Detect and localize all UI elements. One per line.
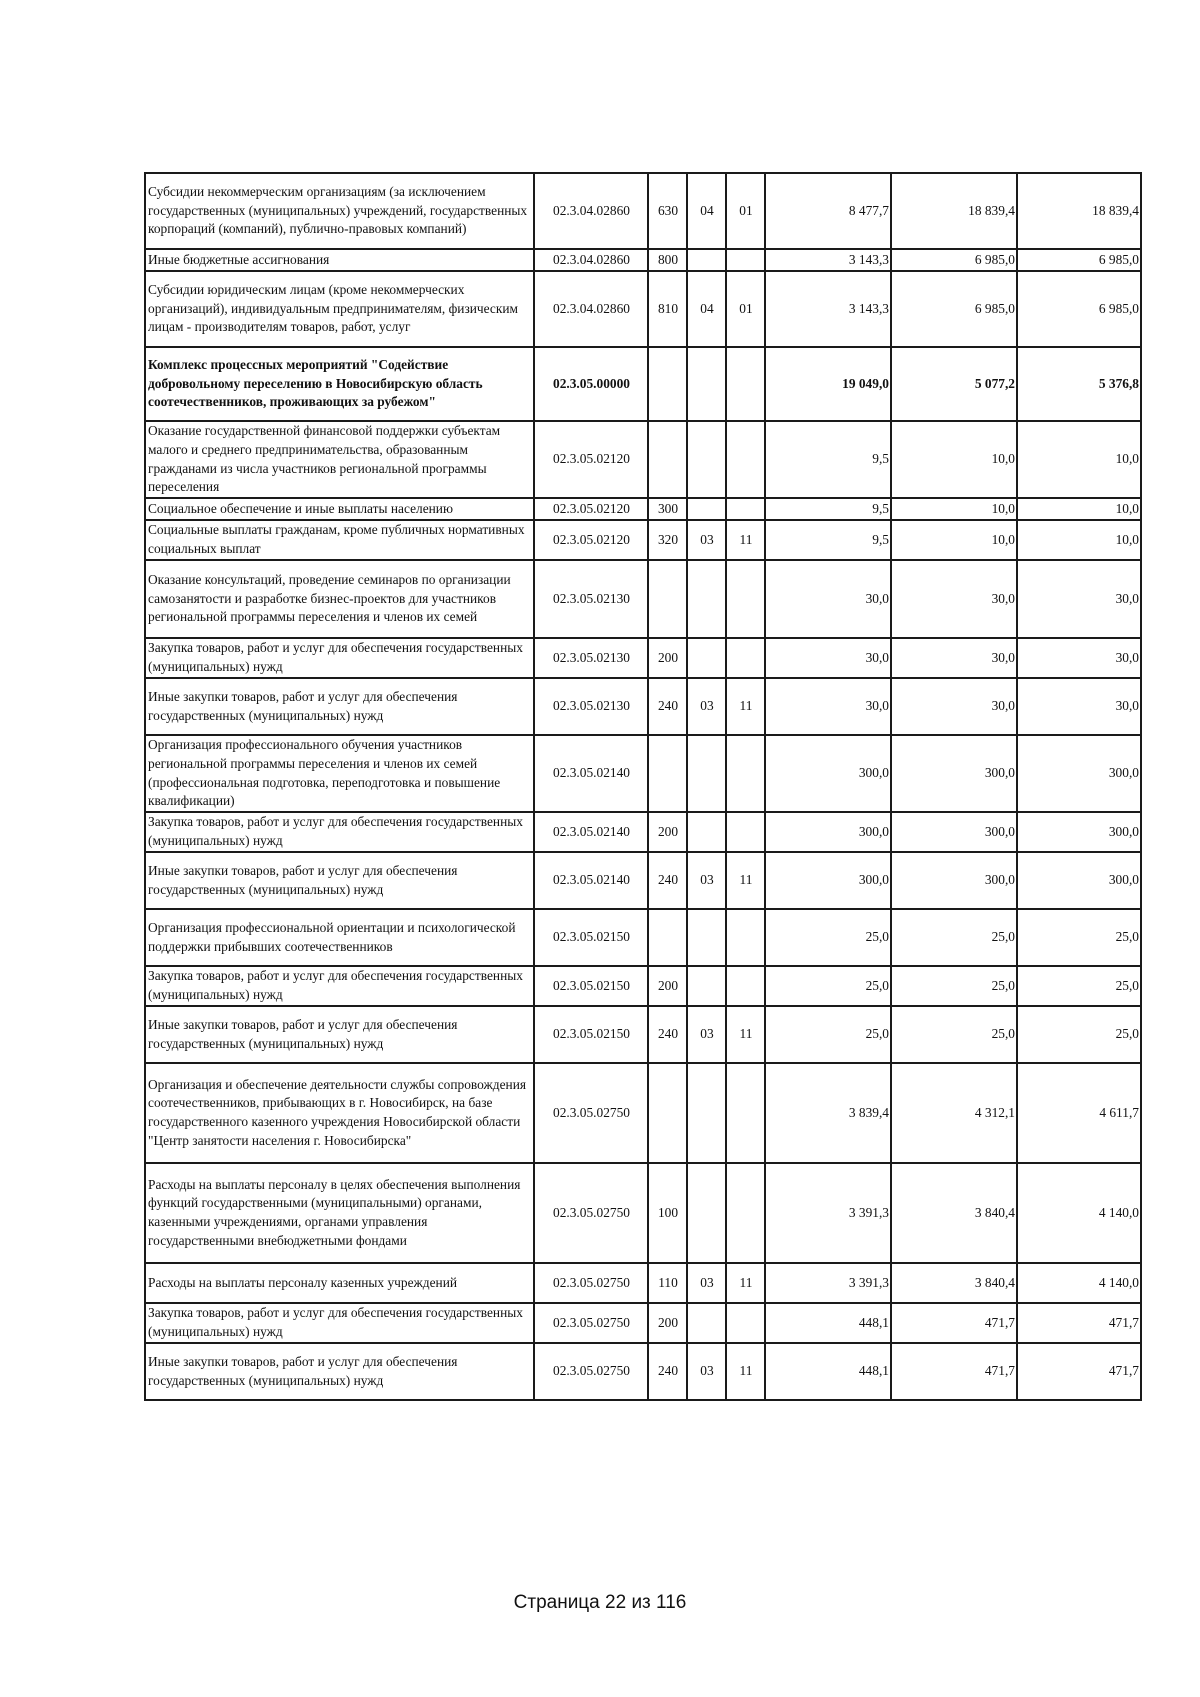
row-name: Организация профессионального обучения участников региональной программы переселения и членов их семей (профессиональная подготовка, переподготовка и повышение квалификации) xyxy=(145,735,534,812)
row-expense-type: 200 xyxy=(648,966,687,1006)
row-expense-type: 200 xyxy=(648,638,687,678)
row-expense-type: 110 xyxy=(648,1263,687,1303)
row-section: 03 xyxy=(687,1006,726,1063)
row-amount-year1: 3 391,3 xyxy=(765,1263,891,1303)
row-amount-year2: 3 840,4 xyxy=(891,1163,1017,1263)
row-amount-year2: 10,0 xyxy=(891,498,1017,520)
row-amount-year3: 25,0 xyxy=(1017,966,1141,1006)
row-code: 02.3.04.02860 xyxy=(534,271,648,347)
row-name: Иные бюджетные ассигнования xyxy=(145,249,534,271)
row-amount-year2: 4 312,1 xyxy=(891,1063,1017,1163)
row-amount-year1: 25,0 xyxy=(765,909,891,966)
row-code: 02.3.05.02130 xyxy=(534,638,648,678)
row-amount-year3: 471,7 xyxy=(1017,1303,1141,1343)
row-subsection xyxy=(726,1303,765,1343)
table-row xyxy=(145,909,1141,966)
row-name: Закупка товаров, работ и услуг для обеспечения государственных (муниципальных) нужд xyxy=(145,966,534,1006)
row-amount-year1: 30,0 xyxy=(765,638,891,678)
row-subsection xyxy=(726,421,765,498)
row-amount-year3: 300,0 xyxy=(1017,735,1141,812)
row-subsection xyxy=(726,347,765,421)
row-amount-year2: 300,0 xyxy=(891,812,1017,852)
row-expense-type xyxy=(648,560,687,638)
row-amount-year2: 300,0 xyxy=(891,735,1017,812)
row-amount-year3: 6 985,0 xyxy=(1017,249,1141,271)
row-expense-type xyxy=(648,421,687,498)
table-row xyxy=(145,173,1141,249)
row-expense-type: 630 xyxy=(648,173,687,249)
row-name: Иные закупки товаров, работ и услуг для обеспечения государственных (муниципальных) нужд xyxy=(145,1343,534,1400)
row-subsection xyxy=(726,966,765,1006)
row-subsection: 11 xyxy=(726,520,765,560)
row-amount-year3: 4 611,7 xyxy=(1017,1063,1141,1163)
row-code: 02.3.05.02130 xyxy=(534,560,648,638)
row-amount-year1: 8 477,7 xyxy=(765,173,891,249)
row-amount-year3: 4 140,0 xyxy=(1017,1163,1141,1263)
table-row xyxy=(145,347,1141,421)
row-code: 02.3.04.02860 xyxy=(534,173,648,249)
row-name: Расходы на выплаты персоналу казенных учреждений xyxy=(145,1263,534,1303)
row-subsection: 01 xyxy=(726,271,765,347)
row-name: Иные закупки товаров, работ и услуг для обеспечения государственных (муниципальных) нужд xyxy=(145,1006,534,1063)
row-amount-year2: 471,7 xyxy=(891,1303,1017,1343)
row-amount-year3: 10,0 xyxy=(1017,421,1141,498)
row-amount-year1: 300,0 xyxy=(765,735,891,812)
row-section: 03 xyxy=(687,678,726,735)
row-section xyxy=(687,966,726,1006)
page-number: Страница 22 из 116 xyxy=(513,1592,687,1613)
row-amount-year2: 10,0 xyxy=(891,520,1017,560)
row-subsection: 11 xyxy=(726,1343,765,1400)
row-subsection: 01 xyxy=(726,173,765,249)
row-code: 02.3.05.02750 xyxy=(534,1303,648,1343)
row-subsection xyxy=(726,498,765,520)
row-amount-year1: 300,0 xyxy=(765,852,891,909)
row-amount-year3: 10,0 xyxy=(1017,498,1141,520)
row-name: Расходы на выплаты персоналу в целях обеспечения выполнения функций государственными (муниципальными) органами, казенными учреждениями, органами управления государственными внебюджетными фондами xyxy=(145,1163,534,1263)
row-section: 03 xyxy=(687,852,726,909)
row-subsection: 11 xyxy=(726,1006,765,1063)
row-subsection xyxy=(726,638,765,678)
table-row xyxy=(145,678,1141,735)
row-code: 02.3.05.02120 xyxy=(534,421,648,498)
table-row xyxy=(145,812,1141,852)
row-section xyxy=(687,498,726,520)
row-expense-type: 300 xyxy=(648,498,687,520)
row-section: 04 xyxy=(687,173,726,249)
row-amount-year2: 3 840,4 xyxy=(891,1263,1017,1303)
row-amount-year1: 25,0 xyxy=(765,1006,891,1063)
row-code: 02.3.05.02140 xyxy=(534,735,648,812)
table-row xyxy=(145,1263,1141,1303)
row-amount-year3: 30,0 xyxy=(1017,638,1141,678)
row-expense-type xyxy=(648,347,687,421)
row-amount-year3: 30,0 xyxy=(1017,560,1141,638)
row-expense-type: 240 xyxy=(648,678,687,735)
row-section: 03 xyxy=(687,1343,726,1400)
row-amount-year1: 30,0 xyxy=(765,678,891,735)
table-row xyxy=(145,1163,1141,1263)
table-row xyxy=(145,520,1141,560)
row-amount-year1: 3 391,3 xyxy=(765,1163,891,1263)
row-name: Субсидии юридическим лицам (кроме некоммерческих организаций), индивидуальным предпринимателям, физическим лицам - производителям товаров, работ, услуг xyxy=(145,271,534,347)
row-section xyxy=(687,560,726,638)
row-code: 02.3.05.02120 xyxy=(534,498,648,520)
row-amount-year2: 30,0 xyxy=(891,560,1017,638)
row-section xyxy=(687,1063,726,1163)
table-row xyxy=(145,249,1141,271)
row-section xyxy=(687,347,726,421)
row-amount-year1: 3 839,4 xyxy=(765,1063,891,1163)
row-subsection xyxy=(726,1063,765,1163)
row-amount-year2: 5 077,2 xyxy=(891,347,1017,421)
row-expense-type: 200 xyxy=(648,1303,687,1343)
row-code: 02.3.05.02750 xyxy=(534,1343,648,1400)
row-amount-year2: 300,0 xyxy=(891,852,1017,909)
row-name: Иные закупки товаров, работ и услуг для обеспечения государственных (муниципальных) нужд xyxy=(145,852,534,909)
row-amount-year3: 300,0 xyxy=(1017,812,1141,852)
row-code: 02.3.05.02150 xyxy=(534,1006,648,1063)
row-amount-year3: 300,0 xyxy=(1017,852,1141,909)
row-name: Закупка товаров, работ и услуг для обеспечения государственных (муниципальных) нужд xyxy=(145,1303,534,1343)
table-row xyxy=(145,1343,1141,1400)
row-amount-year1: 448,1 xyxy=(765,1303,891,1343)
row-expense-type: 320 xyxy=(648,520,687,560)
row-subsection xyxy=(726,560,765,638)
row-name: Организация профессиональной ориентации и психологической поддержки прибывших соотечественников xyxy=(145,909,534,966)
table-row xyxy=(145,638,1141,678)
row-subsection xyxy=(726,909,765,966)
row-expense-type: 240 xyxy=(648,852,687,909)
row-amount-year1: 9,5 xyxy=(765,498,891,520)
row-code: 02.3.05.02120 xyxy=(534,520,648,560)
table-row xyxy=(145,735,1141,812)
row-name: Иные закупки товаров, работ и услуг для обеспечения государственных (муниципальных) нужд xyxy=(145,678,534,735)
row-section xyxy=(687,812,726,852)
row-amount-year1: 30,0 xyxy=(765,560,891,638)
row-section xyxy=(687,249,726,271)
row-section: 04 xyxy=(687,271,726,347)
row-amount-year3: 5 376,8 xyxy=(1017,347,1141,421)
table-row xyxy=(145,560,1141,638)
table-row xyxy=(145,852,1141,909)
row-amount-year3: 471,7 xyxy=(1017,1343,1141,1400)
table-row xyxy=(145,498,1141,520)
row-name: Оказание государственной финансовой поддержки субъектам малого и среднего предпринимательства, образованным гражданами из числа участников региональной программы переселения xyxy=(145,421,534,498)
table-row xyxy=(145,271,1141,347)
row-amount-year2: 10,0 xyxy=(891,421,1017,498)
table-row xyxy=(145,1303,1141,1343)
row-amount-year2: 30,0 xyxy=(891,638,1017,678)
row-expense-type: 240 xyxy=(648,1343,687,1400)
row-amount-year2: 471,7 xyxy=(891,1343,1017,1400)
row-subsection xyxy=(726,249,765,271)
row-amount-year3: 25,0 xyxy=(1017,1006,1141,1063)
row-name: Организация и обеспечение деятельности службы сопровождения соотечественников, прибывающих в г. Новосибирск, на базе государственного казенного учреждения Новосибирской области "Центр занятости населения г. Новосибирска" xyxy=(145,1063,534,1163)
row-amount-year3: 4 140,0 xyxy=(1017,1263,1141,1303)
row-name: Социальное обеспечение и иные выплаты населению xyxy=(145,498,534,520)
row-expense-type: 810 xyxy=(648,271,687,347)
row-section xyxy=(687,1303,726,1343)
row-amount-year1: 3 143,3 xyxy=(765,249,891,271)
row-section xyxy=(687,909,726,966)
row-amount-year2: 6 985,0 xyxy=(891,249,1017,271)
table-row xyxy=(145,1006,1141,1063)
row-expense-type xyxy=(648,1063,687,1163)
row-name: Закупка товаров, работ и услуг для обеспечения государственных (муниципальных) нужд xyxy=(145,812,534,852)
row-code: 02.3.04.02860 xyxy=(534,249,648,271)
row-subsection: 11 xyxy=(726,852,765,909)
row-code: 02.3.05.02150 xyxy=(534,966,648,1006)
table-row xyxy=(145,966,1141,1006)
row-code: 02.3.05.02150 xyxy=(534,909,648,966)
row-code: 02.3.05.02140 xyxy=(534,852,648,909)
row-amount-year3: 6 985,0 xyxy=(1017,271,1141,347)
row-code: 02.3.05.02750 xyxy=(534,1263,648,1303)
row-name: Закупка товаров, работ и услуг для обеспечения государственных (муниципальных) нужд xyxy=(145,638,534,678)
budget-table xyxy=(144,172,1142,1401)
row-expense-type: 800 xyxy=(648,249,687,271)
row-amount-year1: 9,5 xyxy=(765,520,891,560)
row-section xyxy=(687,421,726,498)
row-section xyxy=(687,638,726,678)
row-section xyxy=(687,1163,726,1263)
row-expense-type: 200 xyxy=(648,812,687,852)
row-amount-year3: 10,0 xyxy=(1017,520,1141,560)
row-subsection xyxy=(726,735,765,812)
row-expense-type: 240 xyxy=(648,1006,687,1063)
row-code: 02.3.05.02130 xyxy=(534,678,648,735)
row-code: 02.3.05.02750 xyxy=(534,1063,648,1163)
table-row xyxy=(145,1063,1141,1163)
row-subsection: 11 xyxy=(726,678,765,735)
row-amount-year3: 18 839,4 xyxy=(1017,173,1141,249)
row-section: 03 xyxy=(687,520,726,560)
row-subsection xyxy=(726,812,765,852)
row-section: 03 xyxy=(687,1263,726,1303)
row-amount-year1: 9,5 xyxy=(765,421,891,498)
row-amount-year2: 25,0 xyxy=(891,966,1017,1006)
row-section xyxy=(687,735,726,812)
row-expense-type: 100 xyxy=(648,1163,687,1263)
row-amount-year2: 25,0 xyxy=(891,909,1017,966)
row-amount-year2: 30,0 xyxy=(891,678,1017,735)
row-expense-type xyxy=(648,735,687,812)
row-amount-year2: 18 839,4 xyxy=(891,173,1017,249)
row-name: Комплекс процессных мероприятий "Содействие добровольному переселению в Новосибирскую область соотечественников, проживающих за рубежом" xyxy=(145,347,534,421)
row-amount-year1: 25,0 xyxy=(765,966,891,1006)
row-subsection xyxy=(726,1163,765,1263)
row-name: Оказание консультаций, проведение семинаров по организации самозанятости и разработке бизнес-проектов для участников региональной программы переселения и членов их семей xyxy=(145,560,534,638)
row-amount-year3: 25,0 xyxy=(1017,909,1141,966)
row-amount-year1: 3 143,3 xyxy=(765,271,891,347)
row-name: Субсидии некоммерческим организациям (за исключением государственных (муниципальных) учреждений, государственных корпораций (компаний), публично-правовых компаний) xyxy=(145,173,534,249)
row-code: 02.3.05.02140 xyxy=(534,812,648,852)
row-subsection: 11 xyxy=(726,1263,765,1303)
row-amount-year2: 25,0 xyxy=(891,1006,1017,1063)
row-amount-year1: 448,1 xyxy=(765,1343,891,1400)
row-amount-year1: 300,0 xyxy=(765,812,891,852)
table-row xyxy=(145,421,1141,498)
row-name: Социальные выплаты гражданам, кроме публичных нормативных социальных выплат xyxy=(145,520,534,560)
row-amount-year2: 6 985,0 xyxy=(891,271,1017,347)
row-amount-year1: 19 049,0 xyxy=(765,347,891,421)
row-code: 02.3.05.02750 xyxy=(534,1163,648,1263)
row-code: 02.3.05.00000 xyxy=(534,347,648,421)
row-amount-year3: 30,0 xyxy=(1017,678,1141,735)
row-expense-type xyxy=(648,909,687,966)
